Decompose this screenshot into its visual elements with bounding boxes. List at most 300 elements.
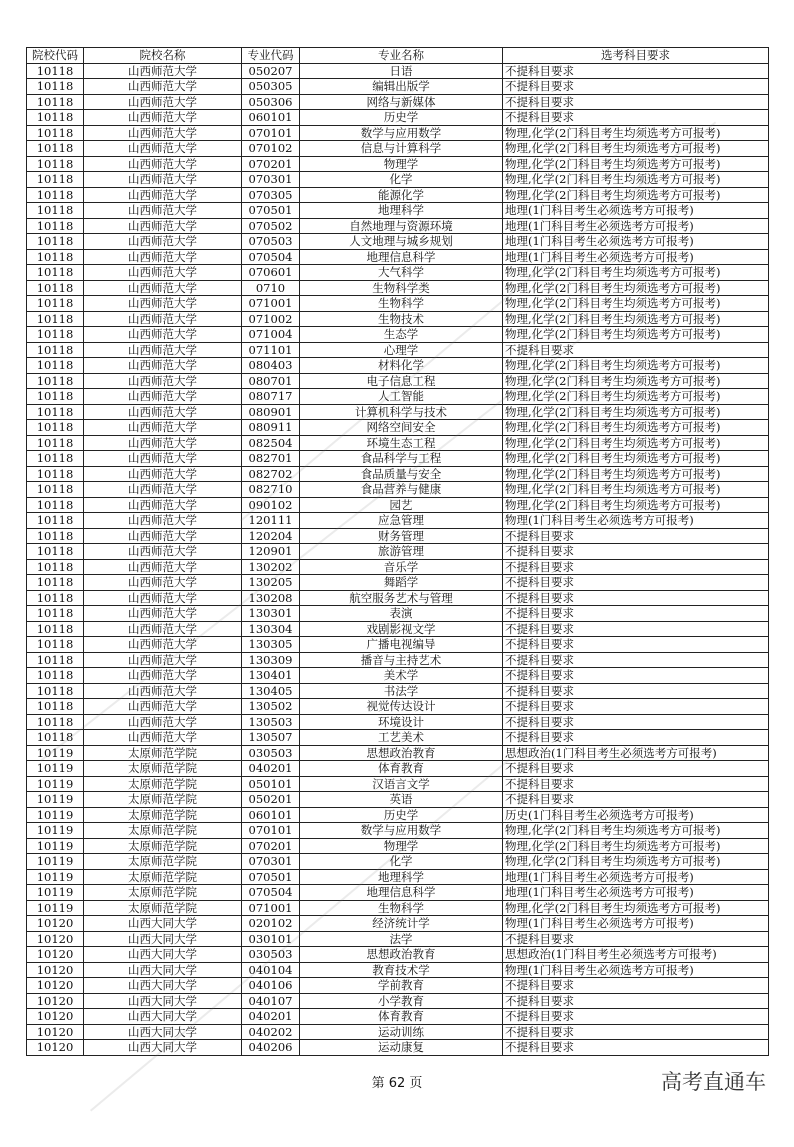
cell-subject-requirement: 不提科目要求: [503, 1009, 769, 1025]
cell-major-code: 070504: [242, 249, 300, 265]
cell-school-name: 山西师范大学: [84, 249, 242, 265]
cell-school-code: 10118: [27, 497, 84, 513]
cell-subject-requirement: 地理(1门科目考生必须选考方可报考): [503, 885, 769, 901]
cell-subject-requirement: 物理,化学(2门科目考生均须选考方可报考): [503, 389, 769, 405]
cell-school-code: 10118: [27, 218, 84, 234]
cell-major-name: 日语: [300, 63, 503, 79]
cell-school-code: 10118: [27, 637, 84, 653]
cell-school-code: 10118: [27, 79, 84, 95]
cell-school-name: 山西师范大学: [84, 575, 242, 591]
cell-major-code: 070601: [242, 265, 300, 281]
cell-major-name: 网络空间安全: [300, 420, 503, 436]
cell-school-name: 山西师范大学: [84, 730, 242, 746]
cell-school-code: 10118: [27, 435, 84, 451]
cell-major-name: 环境设计: [300, 714, 503, 730]
cell-major-name: 思想政治教育: [300, 745, 503, 761]
cell-major-code: 030503: [242, 745, 300, 761]
cell-major-code: 130405: [242, 683, 300, 699]
cell-school-name: 山西师范大学: [84, 668, 242, 684]
table-row: [27, 280, 769, 296]
cell-major-code: 040206: [242, 1040, 300, 1056]
admissions-table-page: [26, 47, 768, 1056]
table-row: [27, 528, 769, 544]
cell-school-code: 10118: [27, 373, 84, 389]
cell-major-name: 信息与计算科学: [300, 141, 503, 157]
table-row: [27, 683, 769, 699]
cell-major-name: 生物科学: [300, 296, 503, 312]
cell-subject-requirement: 物理,化学(2门科目考生均须选考方可报考): [503, 327, 769, 343]
cell-major-code: 060101: [242, 110, 300, 126]
cell-major-name: 食品质量与安全: [300, 466, 503, 482]
table-row: [27, 931, 769, 947]
cell-major-code: 0710: [242, 280, 300, 296]
cell-school-code: 10120: [27, 947, 84, 963]
table-row: [27, 714, 769, 730]
cell-major-code: 050101: [242, 776, 300, 792]
cell-school-name: 山西师范大学: [84, 94, 242, 110]
cell-major-code: 070504: [242, 885, 300, 901]
cell-school-name: 山西师范大学: [84, 528, 242, 544]
cell-school-name: 山西师范大学: [84, 125, 242, 141]
cell-school-code: 10118: [27, 714, 84, 730]
col-school-name: 院校名称: [84, 48, 242, 64]
cell-school-code: 10118: [27, 730, 84, 746]
cell-major-code: 070301: [242, 172, 300, 188]
cell-major-code: 070502: [242, 218, 300, 234]
table-row: [27, 404, 769, 420]
cell-subject-requirement: 物理,化学(2门科目考生均须选考方可报考): [503, 125, 769, 141]
cell-major-code: 070102: [242, 141, 300, 157]
cell-school-name: 太原师范学院: [84, 854, 242, 870]
cell-subject-requirement: 不提科目要求: [503, 761, 769, 777]
cell-major-name: 地理科学: [300, 869, 503, 885]
cell-school-name: 山西师范大学: [84, 513, 242, 529]
cell-major-code: 082504: [242, 435, 300, 451]
cell-major-code: 071001: [242, 296, 300, 312]
cell-major-name: 播音与主持艺术: [300, 652, 503, 668]
cell-school-name: 山西师范大学: [84, 590, 242, 606]
cell-major-name: 音乐学: [300, 559, 503, 575]
table-row: [27, 513, 769, 529]
cell-school-code: 10118: [27, 63, 84, 79]
cell-major-code: 120901: [242, 544, 300, 560]
cell-major-name: 数学与应用数学: [300, 125, 503, 141]
cell-major-code: 130401: [242, 668, 300, 684]
cell-school-name: 山西大同大学: [84, 978, 242, 994]
cell-major-code: 120111: [242, 513, 300, 529]
cell-major-name: 网络与新媒体: [300, 94, 503, 110]
cell-subject-requirement: 不提科目要求: [503, 637, 769, 653]
cell-school-name: 山西师范大学: [84, 544, 242, 560]
cell-subject-requirement: 不提科目要求: [503, 931, 769, 947]
cell-major-name: 法学: [300, 931, 503, 947]
cell-major-code: 070501: [242, 869, 300, 885]
table-row: [27, 389, 769, 405]
cell-school-name: 山西师范大学: [84, 404, 242, 420]
cell-major-code: 130208: [242, 590, 300, 606]
cell-major-code: 070201: [242, 838, 300, 854]
cell-major-code: 071101: [242, 342, 300, 358]
table-row: [27, 125, 769, 141]
cell-subject-requirement: 不提科目要求: [503, 575, 769, 591]
cell-major-code: 060101: [242, 807, 300, 823]
cell-major-name: 计算机科学与技术: [300, 404, 503, 420]
cell-major-name: 美术学: [300, 668, 503, 684]
cell-major-name: 食品科学与工程: [300, 451, 503, 467]
cell-subject-requirement: 物理,化学(2门科目考生均须选考方可报考): [503, 141, 769, 157]
table-row: [27, 156, 769, 172]
cell-school-code: 10120: [27, 993, 84, 1009]
cell-subject-requirement: 思想政治(1门科目考生必须选考方可报考): [503, 947, 769, 963]
table-row: [27, 187, 769, 203]
cell-subject-requirement: 不提科目要求: [503, 978, 769, 994]
cell-major-name: 生物科学: [300, 900, 503, 916]
cell-major-code: 070301: [242, 854, 300, 870]
cell-school-code: 10118: [27, 621, 84, 637]
cell-school-name: 山西师范大学: [84, 482, 242, 498]
cell-school-name: 山西师范大学: [84, 63, 242, 79]
cell-major-name: 表演: [300, 606, 503, 622]
cell-school-code: 10118: [27, 249, 84, 265]
cell-subject-requirement: 不提科目要求: [503, 792, 769, 808]
cell-school-code: 10118: [27, 451, 84, 467]
cell-school-code: 10120: [27, 962, 84, 978]
cell-major-name: 心理学: [300, 342, 503, 358]
cell-subject-requirement: 物理,化学(2门科目考生均须选考方可报考): [503, 265, 769, 281]
cell-school-code: 10119: [27, 792, 84, 808]
col-subject-requirement: 选考科目要求: [503, 48, 769, 64]
cell-school-code: 10118: [27, 265, 84, 281]
cell-school-code: 10118: [27, 125, 84, 141]
cell-school-name: 山西大同大学: [84, 1009, 242, 1025]
cell-subject-requirement: 不提科目要求: [503, 110, 769, 126]
cell-school-code: 10120: [27, 1024, 84, 1040]
cell-school-name: 山西师范大学: [84, 342, 242, 358]
cell-major-name: 财务管理: [300, 528, 503, 544]
cell-major-name: 小学教育: [300, 993, 503, 1009]
cell-school-code: 10118: [27, 590, 84, 606]
cell-school-name: 山西师范大学: [84, 234, 242, 250]
cell-school-name: 山西师范大学: [84, 420, 242, 436]
cell-school-name: 山西师范大学: [84, 559, 242, 575]
table-row: [27, 916, 769, 932]
cell-school-name: 山西师范大学: [84, 156, 242, 172]
cell-school-code: 10118: [27, 668, 84, 684]
cell-major-name: 汉语言文学: [300, 776, 503, 792]
cell-major-code: 040104: [242, 962, 300, 978]
cell-school-name: 山西师范大学: [84, 296, 242, 312]
cell-subject-requirement: 物理,化学(2门科目考生均须选考方可报考): [503, 823, 769, 839]
page-number: 第 62 页: [371, 1076, 423, 1091]
cell-school-name: 山西师范大学: [84, 311, 242, 327]
cell-school-name: 山西师范大学: [84, 699, 242, 715]
cell-school-code: 10118: [27, 528, 84, 544]
cell-major-name: 材料化学: [300, 358, 503, 374]
table-row: [27, 745, 769, 761]
cell-major-code: 080901: [242, 404, 300, 420]
cell-school-code: 10119: [27, 807, 84, 823]
cell-major-name: 物理学: [300, 156, 503, 172]
cell-subject-requirement: 物理,化学(2门科目考生均须选考方可报考): [503, 482, 769, 498]
cell-major-name: 地理信息科学: [300, 249, 503, 265]
table-row: [27, 947, 769, 963]
cell-school-code: 10118: [27, 203, 84, 219]
cell-subject-requirement: 不提科目要求: [503, 652, 769, 668]
cell-school-code: 10118: [27, 342, 84, 358]
cell-major-name: 食品营养与健康: [300, 482, 503, 498]
cell-school-name: 山西师范大学: [84, 358, 242, 374]
cell-major-name: 学前教育: [300, 978, 503, 994]
cell-major-name: 航空服务艺术与管理: [300, 590, 503, 606]
cell-school-name: 山西师范大学: [84, 218, 242, 234]
cell-major-name: 生态学: [300, 327, 503, 343]
table-row: [27, 854, 769, 870]
cell-major-code: 130304: [242, 621, 300, 637]
cell-school-name: 山西师范大学: [84, 466, 242, 482]
cell-subject-requirement: 不提科目要求: [503, 94, 769, 110]
cell-school-name: 太原师范学院: [84, 838, 242, 854]
cell-subject-requirement: 历史(1门科目考生必须选考方可报考): [503, 807, 769, 823]
cell-major-name: 园艺: [300, 497, 503, 513]
cell-school-name: 山西大同大学: [84, 962, 242, 978]
cell-school-code: 10120: [27, 931, 84, 947]
table-body: [27, 63, 769, 1055]
table-row: [27, 621, 769, 637]
cell-school-code: 10118: [27, 94, 84, 110]
cell-major-code: 070501: [242, 203, 300, 219]
cell-school-code: 10118: [27, 482, 84, 498]
cell-subject-requirement: 不提科目要求: [503, 606, 769, 622]
cell-subject-requirement: 不提科目要求: [503, 776, 769, 792]
cell-major-code: 082701: [242, 451, 300, 467]
cell-subject-requirement: 物理,化学(2门科目考生均须选考方可报考): [503, 373, 769, 389]
cell-major-code: 050207: [242, 63, 300, 79]
cell-school-code: 10118: [27, 404, 84, 420]
table-row: [27, 311, 769, 327]
cell-major-code: 040106: [242, 978, 300, 994]
cell-subject-requirement: 地理(1门科目考生必须选考方可报考): [503, 203, 769, 219]
cell-subject-requirement: 物理,化学(2门科目考生均须选考方可报考): [503, 900, 769, 916]
table-row: [27, 234, 769, 250]
cell-school-name: 太原师范学院: [84, 776, 242, 792]
cell-major-code: 030503: [242, 947, 300, 963]
table-row: [27, 900, 769, 916]
cell-major-name: 旅游管理: [300, 544, 503, 560]
cell-school-name: 山西师范大学: [84, 265, 242, 281]
cell-school-code: 10118: [27, 389, 84, 405]
table-row: [27, 451, 769, 467]
cell-major-name: 应急管理: [300, 513, 503, 529]
cell-subject-requirement: 物理,化学(2门科目考生均须选考方可报考): [503, 466, 769, 482]
cell-major-code: 130502: [242, 699, 300, 715]
cell-major-code: 130202: [242, 559, 300, 575]
cell-major-code: 050201: [242, 792, 300, 808]
cell-school-code: 10119: [27, 885, 84, 901]
cell-major-code: 050306: [242, 94, 300, 110]
table-row: [27, 792, 769, 808]
cell-school-code: 10118: [27, 683, 84, 699]
table-row: [27, 978, 769, 994]
cell-school-code: 10119: [27, 838, 84, 854]
cell-subject-requirement: 不提科目要求: [503, 1024, 769, 1040]
cell-subject-requirement: 物理,化学(2门科目考生均须选考方可报考): [503, 280, 769, 296]
table-row: [27, 327, 769, 343]
table-row: [27, 993, 769, 1009]
cell-subject-requirement: 不提科目要求: [503, 342, 769, 358]
cell-major-name: 人工智能: [300, 389, 503, 405]
cell-school-code: 10118: [27, 234, 84, 250]
cell-major-name: 书法学: [300, 683, 503, 699]
cell-subject-requirement: 不提科目要求: [503, 559, 769, 575]
cell-subject-requirement: 不提科目要求: [503, 714, 769, 730]
cell-subject-requirement: 物理,化学(2门科目考生均须选考方可报考): [503, 838, 769, 854]
col-school-code: 院校代码: [27, 48, 84, 64]
cell-school-code: 10118: [27, 311, 84, 327]
cell-school-name: 山西师范大学: [84, 683, 242, 699]
table-row: [27, 668, 769, 684]
cell-major-name: 工艺美术: [300, 730, 503, 746]
cell-major-name: 经济统计学: [300, 916, 503, 932]
cell-major-name: 地理信息科学: [300, 885, 503, 901]
cell-subject-requirement: 物理,化学(2门科目考生均须选考方可报考): [503, 854, 769, 870]
table-row: [27, 296, 769, 312]
cell-major-code: 070101: [242, 125, 300, 141]
cell-subject-requirement: 物理,化学(2门科目考生均须选考方可报考): [503, 435, 769, 451]
cell-subject-requirement: 物理,化学(2门科目考生均须选考方可报考): [503, 311, 769, 327]
cell-school-name: 山西大同大学: [84, 931, 242, 947]
cell-subject-requirement: 地理(1门科目考生必须选考方可报考): [503, 234, 769, 250]
cell-school-name: 太原师范学院: [84, 823, 242, 839]
cell-school-name: 山西师范大学: [84, 327, 242, 343]
cell-school-code: 10118: [27, 187, 84, 203]
cell-major-code: 130301: [242, 606, 300, 622]
cell-major-code: 070305: [242, 187, 300, 203]
cell-major-code: 130305: [242, 637, 300, 653]
cell-school-name: 太原师范学院: [84, 885, 242, 901]
cell-major-code: 040201: [242, 1009, 300, 1025]
table-row: [27, 172, 769, 188]
cell-school-name: 山西师范大学: [84, 280, 242, 296]
cell-school-name: 山西师范大学: [84, 637, 242, 653]
table-row: [27, 79, 769, 95]
cell-school-code: 10119: [27, 869, 84, 885]
table-row: [27, 249, 769, 265]
cell-school-code: 10118: [27, 606, 84, 622]
table-row: [27, 544, 769, 560]
cell-major-name: 广播电视编导: [300, 637, 503, 653]
table-row: [27, 94, 769, 110]
cell-major-code: 130205: [242, 575, 300, 591]
cell-subject-requirement: 不提科目要求: [503, 1040, 769, 1056]
cell-school-name: 太原师范学院: [84, 869, 242, 885]
cell-major-code: 090102: [242, 497, 300, 513]
cell-major-name: 地理科学: [300, 203, 503, 219]
cell-major-code: 071001: [242, 900, 300, 916]
cell-school-code: 10118: [27, 110, 84, 126]
cell-school-code: 10119: [27, 900, 84, 916]
cell-major-name: 历史学: [300, 110, 503, 126]
cell-school-name: 山西大同大学: [84, 993, 242, 1009]
cell-subject-requirement: 物理,化学(2门科目考生均须选考方可报考): [503, 187, 769, 203]
col-major-code: 专业代码: [242, 48, 300, 64]
cell-subject-requirement: 地理(1门科目考生必须选考方可报考): [503, 869, 769, 885]
subject-requirements-table: [26, 47, 769, 1056]
brand-logo-text: 高考直通车: [661, 1070, 766, 1094]
cell-major-name: 舞蹈学: [300, 575, 503, 591]
table-row: [27, 420, 769, 436]
cell-school-name: 山西师范大学: [84, 652, 242, 668]
cell-major-code: 070503: [242, 234, 300, 250]
cell-subject-requirement: 物理,化学(2门科目考生均须选考方可报考): [503, 358, 769, 374]
table-row: [27, 110, 769, 126]
cell-major-name: 教育技术学: [300, 962, 503, 978]
table-row: [27, 373, 769, 389]
cell-school-name: 山西大同大学: [84, 1024, 242, 1040]
cell-major-name: 英语: [300, 792, 503, 808]
cell-subject-requirement: 不提科目要求: [503, 528, 769, 544]
cell-school-code: 10118: [27, 420, 84, 436]
cell-major-code: 080403: [242, 358, 300, 374]
cell-major-code: 020102: [242, 916, 300, 932]
cell-subject-requirement: 地理(1门科目考生必须选考方可报考): [503, 218, 769, 234]
cell-major-name: 运动康复: [300, 1040, 503, 1056]
cell-school-name: 太原师范学院: [84, 745, 242, 761]
cell-school-name: 山西师范大学: [84, 714, 242, 730]
table-row: [27, 435, 769, 451]
table-row: [27, 838, 769, 854]
cell-major-name: 化学: [300, 854, 503, 870]
cell-major-name: 自然地理与资源环境: [300, 218, 503, 234]
table-row: [27, 358, 769, 374]
cell-subject-requirement: 不提科目要求: [503, 993, 769, 1009]
cell-subject-requirement: 物理,化学(2门科目考生均须选考方可报考): [503, 451, 769, 467]
cell-school-code: 10119: [27, 823, 84, 839]
cell-subject-requirement: 物理,化学(2门科目考生均须选考方可报考): [503, 404, 769, 420]
table-row: [27, 823, 769, 839]
cell-major-name: 生物技术: [300, 311, 503, 327]
cell-school-name: 山西师范大学: [84, 497, 242, 513]
cell-subject-requirement: 不提科目要求: [503, 683, 769, 699]
table-row: [27, 497, 769, 513]
cell-subject-requirement: 物理,化学(2门科目考生均须选考方可报考): [503, 296, 769, 312]
cell-school-name: 山西师范大学: [84, 373, 242, 389]
cell-major-code: 070201: [242, 156, 300, 172]
cell-major-name: 环境生态工程: [300, 435, 503, 451]
cell-school-name: 太原师范学院: [84, 792, 242, 808]
cell-major-code: 082710: [242, 482, 300, 498]
cell-major-code: 071002: [242, 311, 300, 327]
cell-subject-requirement: 物理(1门科目考生必须选考方可报考): [503, 513, 769, 529]
table-row: [27, 482, 769, 498]
cell-school-code: 10119: [27, 776, 84, 792]
cell-major-name: 生物科学类: [300, 280, 503, 296]
cell-school-code: 10118: [27, 358, 84, 374]
table-row: [27, 218, 769, 234]
cell-subject-requirement: 不提科目要求: [503, 621, 769, 637]
table-row: [27, 637, 769, 653]
cell-major-code: 080911: [242, 420, 300, 436]
cell-major-name: 物理学: [300, 838, 503, 854]
cell-subject-requirement: 不提科目要求: [503, 590, 769, 606]
cell-major-name: 数学与应用数学: [300, 823, 503, 839]
cell-major-code: 080701: [242, 373, 300, 389]
cell-major-name: 视觉传达设计: [300, 699, 503, 715]
cell-major-name: 戏剧影视文学: [300, 621, 503, 637]
cell-school-name: 山西师范大学: [84, 187, 242, 203]
cell-major-code: 040202: [242, 1024, 300, 1040]
cell-subject-requirement: 物理,化学(2门科目考生均须选考方可报考): [503, 172, 769, 188]
cell-subject-requirement: 不提科目要求: [503, 63, 769, 79]
